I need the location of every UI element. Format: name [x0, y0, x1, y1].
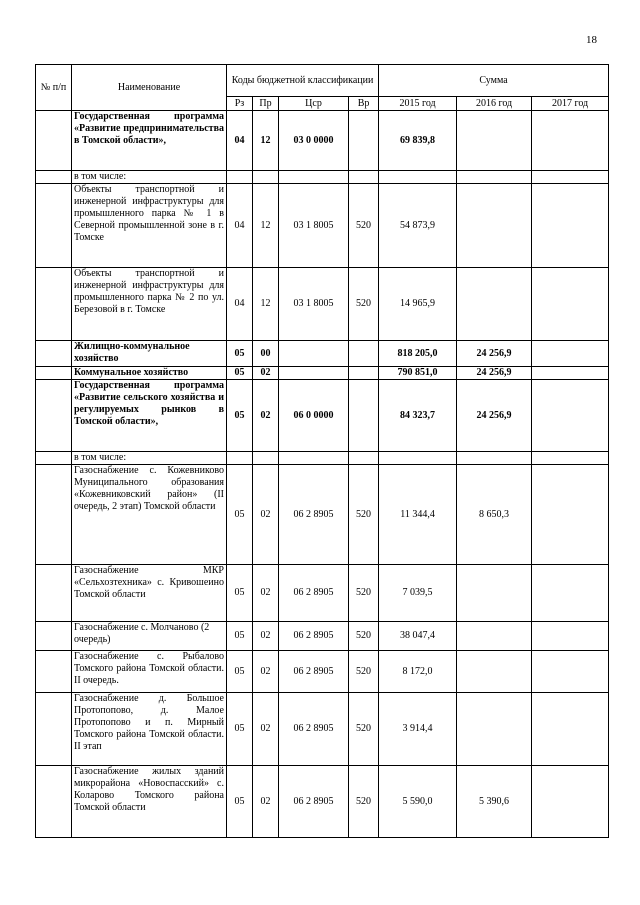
- cell-csr: 06 2 8905: [279, 651, 349, 693]
- cell-2016: [457, 622, 532, 651]
- cell-csr: [279, 367, 349, 380]
- cell-2015: [379, 171, 457, 184]
- cell-2017: [532, 341, 609, 367]
- cell-vr: 520: [349, 465, 379, 565]
- cell-2017: [532, 268, 609, 341]
- cell-2015: 38 047,4: [379, 622, 457, 651]
- cell-pr: [253, 452, 279, 465]
- cell-2015: 54 873,9: [379, 184, 457, 268]
- page-number: 18: [586, 34, 597, 46]
- table-row: [36, 465, 609, 565]
- cell-name: Газоснабжение с. Кожевниково Муниципального образования «Кожевниковский район» (II очередь, 2 этап) Томской области: [72, 465, 227, 565]
- header-name: Наименование: [72, 65, 227, 111]
- cell-2017: [532, 565, 609, 622]
- cell-name: Жилищно-коммунальное хозяйство: [72, 341, 227, 367]
- cell-2016: [457, 565, 532, 622]
- cell-pr: 12: [253, 268, 279, 341]
- table-row: [36, 111, 609, 171]
- cell-vr: 520: [349, 622, 379, 651]
- cell-csr: 06 2 8905: [279, 465, 349, 565]
- cell-2015: 790 851,0: [379, 367, 457, 380]
- cell-pr: 02: [253, 766, 279, 838]
- cell-pr: 02: [253, 693, 279, 766]
- cell-rz: 05: [227, 622, 253, 651]
- cell-2015: 818 205,0: [379, 341, 457, 367]
- cell-csr: [279, 171, 349, 184]
- cell-name: Газоснабжение жилых зданий микрорайона «Новоспасский» с. Коларово Томского района Томской области: [72, 766, 227, 838]
- table-row: [36, 367, 609, 380]
- cell-2016: 24 256,9: [457, 341, 532, 367]
- cell-vr: [349, 341, 379, 367]
- cell-num: [36, 693, 72, 766]
- cell-pr: 02: [253, 565, 279, 622]
- cell-num: [36, 380, 72, 452]
- cell-2015: 11 344,4: [379, 465, 457, 565]
- cell-csr: 06 2 8905: [279, 622, 349, 651]
- cell-csr: 06 2 8905: [279, 565, 349, 622]
- cell-vr: 520: [349, 651, 379, 693]
- cell-name: Газоснабжение с. Рыбалово Томского района Томской области. II очередь.: [72, 651, 227, 693]
- cell-rz: 04: [227, 111, 253, 171]
- cell-csr: 06 2 8905: [279, 693, 349, 766]
- cell-vr: [349, 171, 379, 184]
- cell-2016: [457, 452, 532, 465]
- cell-name: в том числе:: [72, 171, 227, 184]
- cell-name: Газоснабжение МКР «Сельхозтехника» с. Кривошеино Томской области: [72, 565, 227, 622]
- table-row: [36, 651, 609, 693]
- cell-vr: 520: [349, 766, 379, 838]
- cell-rz: 05: [227, 367, 253, 380]
- cell-rz: 05: [227, 565, 253, 622]
- cell-num: [36, 766, 72, 838]
- table-row: [36, 565, 609, 622]
- cell-rz: 04: [227, 268, 253, 341]
- cell-2016: 24 256,9: [457, 367, 532, 380]
- cell-name: Объекты транспортной и инженерной инфраструктуры для промышленного парка № 2 по ул. Березовой в г. Томске: [72, 268, 227, 341]
- cell-2016: 24 256,9: [457, 380, 532, 452]
- cell-2017: [532, 693, 609, 766]
- cell-2017: [532, 184, 609, 268]
- cell-2015: 14 965,9: [379, 268, 457, 341]
- cell-2016: [457, 184, 532, 268]
- cell-2017: [532, 766, 609, 838]
- cell-2017: [532, 622, 609, 651]
- table-row: [36, 341, 609, 367]
- cell-2017: [532, 111, 609, 171]
- cell-vr: 520: [349, 184, 379, 268]
- cell-csr: [279, 452, 349, 465]
- table-row: [36, 171, 609, 184]
- table-row: [36, 693, 609, 766]
- cell-2017: [532, 465, 609, 565]
- cell-pr: 02: [253, 622, 279, 651]
- table-row: [36, 766, 609, 838]
- cell-2015: 7 039,5: [379, 565, 457, 622]
- header-num: № п/п: [36, 65, 72, 111]
- cell-vr: 520: [349, 693, 379, 766]
- cell-vr: [349, 380, 379, 452]
- cell-rz: 04: [227, 184, 253, 268]
- cell-pr: 02: [253, 465, 279, 565]
- cell-2017: [532, 171, 609, 184]
- cell-2016: 5 390,6: [457, 766, 532, 838]
- table-row: [36, 452, 609, 465]
- header-2016: 2016 год: [457, 97, 532, 111]
- cell-csr: 03 1 8005: [279, 184, 349, 268]
- header-sum: Сумма: [379, 65, 609, 97]
- cell-name: Коммунальное хозяйство: [72, 367, 227, 380]
- cell-2016: [457, 171, 532, 184]
- cell-rz: 05: [227, 465, 253, 565]
- cell-2016: [457, 111, 532, 171]
- cell-2015: 84 323,7: [379, 380, 457, 452]
- cell-pr: 00: [253, 341, 279, 367]
- header-codes: Коды бюджетной классификации: [227, 65, 379, 97]
- cell-num: [36, 565, 72, 622]
- cell-vr: 520: [349, 268, 379, 341]
- cell-name: в том числе:: [72, 452, 227, 465]
- cell-2017: [532, 367, 609, 380]
- cell-csr: 06 2 8905: [279, 766, 349, 838]
- header-rz: Рз: [227, 97, 253, 111]
- cell-num: [36, 171, 72, 184]
- cell-vr: 520: [349, 565, 379, 622]
- cell-num: [36, 111, 72, 171]
- cell-rz: 05: [227, 651, 253, 693]
- cell-num: [36, 367, 72, 380]
- cell-num: [36, 452, 72, 465]
- cell-2015: 69 839,8: [379, 111, 457, 171]
- header-2015: 2015 год: [379, 97, 457, 111]
- cell-2016: [457, 693, 532, 766]
- table-row: [36, 380, 609, 452]
- budget-table: [35, 64, 609, 838]
- cell-num: [36, 341, 72, 367]
- table-row: [36, 268, 609, 341]
- cell-2017: [532, 651, 609, 693]
- header-vr: Вр: [349, 97, 379, 111]
- cell-pr: 02: [253, 651, 279, 693]
- cell-pr: 02: [253, 380, 279, 452]
- cell-csr: 06 0 0000: [279, 380, 349, 452]
- cell-2016: 8 650,3: [457, 465, 532, 565]
- cell-pr: [253, 171, 279, 184]
- cell-pr: 12: [253, 184, 279, 268]
- cell-rz: [227, 171, 253, 184]
- cell-rz: 05: [227, 693, 253, 766]
- cell-num: [36, 184, 72, 268]
- cell-vr: [349, 111, 379, 171]
- cell-name: Государственная программа «Развитие предпринимательства в Томской области»,: [72, 111, 227, 171]
- cell-csr: [279, 341, 349, 367]
- cell-rz: 05: [227, 380, 253, 452]
- cell-2015: 8 172,0: [379, 651, 457, 693]
- cell-2016: [457, 651, 532, 693]
- cell-rz: [227, 452, 253, 465]
- cell-rz: 05: [227, 341, 253, 367]
- cell-name: Объекты транспортной и инженерной инфраструктуры для промышленного парка № 1 в Северной промышленной зоне в г. Томске: [72, 184, 227, 268]
- cell-csr: 03 0 0000: [279, 111, 349, 171]
- header-pr: Пр: [253, 97, 279, 111]
- header-2017: 2017 год: [532, 97, 609, 111]
- cell-num: [36, 465, 72, 565]
- cell-2017: [532, 452, 609, 465]
- cell-pr: 02: [253, 367, 279, 380]
- cell-2016: [457, 268, 532, 341]
- cell-name: Газоснабжение с. Молчаново (2 очередь): [72, 622, 227, 651]
- table-row: [36, 622, 609, 651]
- cell-name: Государственная программа «Развитие сельского хозяйства и регулируемых рынков в Томской области»,: [72, 380, 227, 452]
- cell-vr: [349, 452, 379, 465]
- cell-2015: 3 914,4: [379, 693, 457, 766]
- cell-num: [36, 268, 72, 341]
- cell-vr: [349, 367, 379, 380]
- table-row: [36, 184, 609, 268]
- cell-2015: 5 590,0: [379, 766, 457, 838]
- cell-num: [36, 651, 72, 693]
- cell-2017: [532, 380, 609, 452]
- cell-rz: 05: [227, 766, 253, 838]
- cell-2015: [379, 452, 457, 465]
- cell-name: Газоснабжение д. Большое Протопопово, д. Малое Протопопово и п. Мирный Томского района Томской области. II этап: [72, 693, 227, 766]
- cell-csr: 03 1 8005: [279, 268, 349, 341]
- cell-pr: 12: [253, 111, 279, 171]
- cell-num: [36, 622, 72, 651]
- header-csr: Цср: [279, 97, 349, 111]
